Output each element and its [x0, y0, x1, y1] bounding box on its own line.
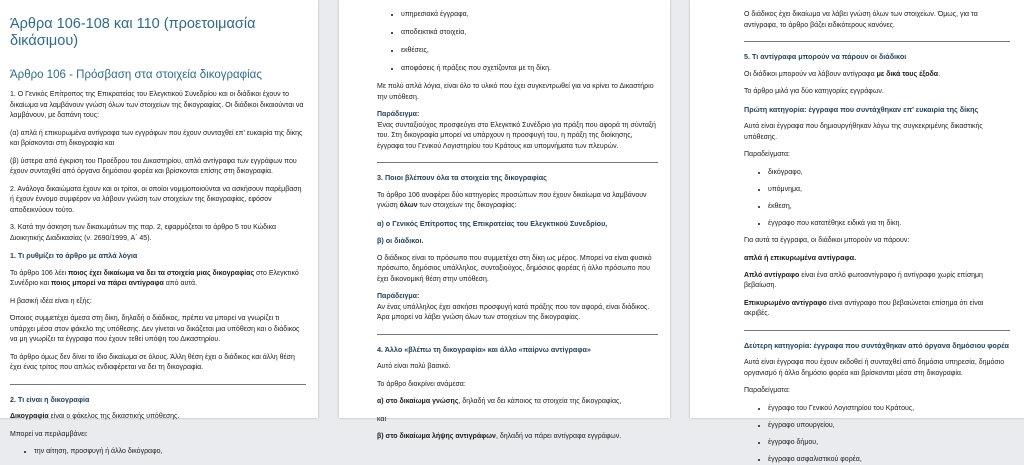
paragraph: 1. Ο Γενικός Επίτροπος της Επικρατείας του Ελεγκτικού Συνεδρίου και οι διάδικοι έχουν το δικαίωμα να λαμβάνουν γνώση όλων των στοιχείων της δικογραφίας. Οι διάδικοι δικαιούνται να λαμβάνουν, με δαπάνη τους:: [10, 91, 304, 119]
paragraph: α) στο δικαίωμα γνώσης, δηλαδή να δει κάποιος τα στοιχεία της δικογραφίας,: [377, 398, 622, 405]
paragraph: Παραδείγματα:: [744, 151, 790, 158]
list-item: • έγγραφο δήμου,: [768, 438, 1010, 448]
document-page-2: [339, 0, 670, 440]
paragraph: Δικογραφία είναι ο φάκελος της δικαστικής υπόθεσης.: [10, 413, 180, 420]
list-item: • δικόγραφο,: [768, 168, 1010, 178]
paragraph: και: [377, 415, 387, 423]
paragraph: Το άρθρο διακρίνει ανάμεσα:: [377, 380, 466, 388]
list-item: • έκθεση,: [768, 202, 1010, 212]
page-title: Άρθρα 106-108 και 110 (προετοιμασία δικάσιμου): [10, 16, 256, 49]
paragraph: Οι διάδικοι μπορούν να λάβουν αντίγραφα με δικά τους έξοδα.: [744, 70, 941, 78]
section-heading: 3. Ποιοι βλέπουν όλα τα στοιχεία της δικογραφίας: [377, 173, 547, 182]
bullet-list: [10, 447, 306, 457]
paragraph: Το άρθρο όμως δεν δίνει το ίδιο δικαίωμα σε όλους. Άλλη θέση έχει ο διάδικος και άλλη θέση έχει ένας τρίτος που απλώς ενδιαφέρεται να δει τη δικογραφία.: [10, 353, 295, 371]
paragraph: Για αυτά τα έγγραφα, οι διάδικοι μπορούν να πάρουν:: [744, 236, 910, 244]
list-item: • έγγραφο που κατατέθηκε ειδικά για τη δίκη.: [768, 219, 1010, 229]
paragraph: β) στο δικαίωμα λήψης αντιγράφων, δηλαδή να πάρει αντίγραφα εγγράφων.: [377, 433, 622, 440]
paragraph: Επικυρωμένο αντίγραφο είναι αντίγραφο που βεβαιώνεται επίσημα ότι είναι ακριβές.: [744, 299, 984, 317]
category-heading: Δεύτερη κατηγορία: έγγραφα που συντάχθηκαν από όργανα δημόσιου φορέα: [744, 340, 1009, 350]
paragraph: Αυτά είναι έγγραφα που έχουν εκδοθεί ή συνταχθεί από δημόσια υπηρεσία, δημόσιο οργανισμό ή άλλο δημόσιο φορέα και βρίσκονται μέσα στη δικογραφία.: [744, 359, 1005, 377]
list-item: • την αίτηση, προσφυγή ή άλλο δικόγραφο,: [34, 447, 306, 457]
paragraph: Η βασική ιδέα είναι η εξής:: [10, 297, 92, 305]
section-heading: 4. Άλλο «βλέπω τη δικογραφία» και άλλο «παίρνω αντίγραφα»: [377, 344, 591, 354]
paragraph: Αυτά είναι έγγραφα που δημιουργήθηκαν λόγω της συγκεκριμένης δικαστικής υπόθεσης.: [744, 123, 983, 141]
list-point: α) ο Γενικός Επίτροπος της Επικρατείας του Ελεγκτικού Συνεδρίου,: [377, 218, 608, 228]
list-item: • αποδεικτικά στοιχεία,: [401, 28, 658, 38]
paragraph: Με πολύ απλά λόγια, είναι όλο το υλικό που έχει συγκεντρωθεί για να κρίνει το Δικαστήριο την υπόθεση.: [377, 83, 654, 101]
paragraph: 2. Ανάλογα δικαιώματα έχουν και οι τρίτοι, οι οποίοι νομιμοποιούνται να ασκήσουν παρέμβαση ή έχουν έννομο συμφέρον να λάβουν γνώση των στοιχείων της δικογραφίας, εφόσον αποδεικνύουν τούτο.: [10, 185, 302, 214]
divider: [377, 334, 658, 335]
list-item: • αποφάσεις ή πράξεις που σχετίζονται με τη δίκη.: [401, 64, 658, 74]
list-item: • εκθέσεις,: [401, 46, 658, 56]
section-heading: 2. Τι είναι η δικογραφία: [10, 394, 90, 404]
list-item: • έγγραφο υπουργείου,: [768, 421, 1010, 431]
list-item: • έγγραφο του Γενικού Λογιστηρίου του Κράτους,: [768, 404, 1010, 414]
paragraph: Το άρθρο 106 λέει ποιος έχει δικαίωμα να δει τα στοιχεία μιας δικογραφίας στο Ελεγκτικό Συνέδριο και ποιος μπορεί να πάρει αντίγραφα από αυτά.: [10, 269, 299, 287]
list-point: β) οι διάδικοι.: [377, 236, 424, 245]
section-heading: 5. Τι αντίγραφα μπορούν να πάρουν οι διάδικοι: [744, 52, 907, 61]
list-point: απλά ή επικυρωμένα αντίγραφα.: [744, 253, 857, 262]
document-page-1: [0, 0, 318, 455]
category-heading: Πρώτη κατηγορία: έγγραφα που συντάχθηκαν επ' ευκαιρία της δίκης: [744, 104, 979, 114]
section-heading: 1. Τι ρυθμίζει το άρθρο με απλά λόγια: [10, 251, 138, 260]
article-subtitle: Άρθρο 106 - Πρόσβαση στα στοιχεία δικογραφίας: [10, 69, 262, 81]
paragraph: 3. Κατά την άσκηση των δικαιωμάτων της παρ. 2, εφαρμόζεται το άρθρο 5 του Κώδικα Διοικητικής Διαδικασίας (ν. 2690/1999, Α΄ 45).: [10, 224, 277, 242]
divider: [10, 384, 306, 385]
document-page-3: [690, 0, 1024, 463]
paragraph: (α) απλά ή επικυρωμένα αντίγραφα των εγγράφων που έχουν συνταχθεί επ' ευκαιρία της δίκης και βρίσκονται στη δικογραφία και: [10, 129, 303, 147]
paragraph: Απλό αντίγραφο είναι ένα απλό φωτοαντίγραφο ή αντίγραφο χωρίς επίσημη βεβαίωση.: [744, 271, 983, 289]
paragraph: Παραδείγματα:: [744, 387, 790, 394]
paragraph: Αυτό είναι πολύ βασικό.: [377, 363, 451, 370]
divider: [744, 330, 1010, 331]
bullet-list: [377, 10, 658, 74]
bullet-list: [744, 168, 1010, 229]
divider: [377, 162, 658, 163]
paragraph: Αν ένας υπάλληλος έχει ασκήσει προσφυγή κατά πράξης που τον αφορά, είναι διάδικος. Άρα μπορεί να λάβει γνώση όλων των στοιχείων της δικογραφίας.: [377, 303, 650, 321]
list-item: • έγγραφο ασφαλιστικού φορέα,: [768, 455, 1010, 465]
bullet-list: [744, 404, 1010, 465]
list-item: • υπηρεσιακά έγγραφα,: [401, 10, 658, 20]
paragraph: Ένας συνταξιούχος προσφεύγει στο Ελεγκτικό Συνέδριο για πράξη που αφορά τη σύνταξή του. Στη δικογραφία μπορεί να υπάρχουν η προσφυγή του, η πράξη της διοίκησης, έγγραφα του Γενικού Λογιστηρίου του Κράτους και υπομνήματα των πλευρών.: [377, 121, 656, 150]
list-item: • υπόμνημα,: [768, 185, 1010, 195]
paragraph: (β) ύστερα από έγκριση του Προέδρου του Δικαστηρίου, απλά αντίγραφα των εγγράφων που έχουν συνταχθεί από όργανα δημόσιου φορέα και βρίσκονται επίσης στη δικογραφία.: [10, 157, 297, 175]
paragraph: Ο διάδικος έχει δικαίωμα να λάβει γνώση όλων των στοιχείων. Όμως, για τα αντίγραφα, το άρθρο βάζει ειδικότερους κανόνες.: [744, 11, 978, 29]
paragraph: Ο διάδικος είναι το πρόσωπο που συμμετέχει στη δίκη ως μέρος. Μπορεί να είναι φυσικό πρόσωπο, δημόσιος υπάλληλος, συνταξιούχος, δημόσιος φορέας ή άλλο πρόσωπο που έχει δικονομική θέση στην υπόθεση.: [377, 254, 652, 283]
example-title: Παράδειγμα:: [377, 111, 420, 118]
divider: [744, 41, 1010, 42]
example-title: Παράδειγμα:: [377, 293, 420, 300]
paragraph: Το άρθρο μιλά για δύο κατηγορίες εγγράφων.: [744, 88, 884, 95]
paragraph: Μπορεί να περιλαμβάνει:: [10, 430, 88, 438]
paragraph: Όποιος συμμετέχει άμεσα στη δίκη, δηλαδή ο διάδικος, πρέπει να μπορεί να γνωρίζει τι υπάρχει μέσα στον φάκελο της υπόθεσης. Δεν γίνεται να δικάζεται μια υπόθεση και ο διάδικος να μη γνωρίζει τα έγγραφα που έχουν τεθεί υπόψη του Δικαστηρίου.: [10, 315, 300, 343]
paragraph: Το άρθρο 106 αναφέρει δύο κατηγορίες προσώπων που έχουν δικαίωμα να λαμβάνουν γνώση όλων των στοιχείων της δικογραφίας:: [377, 191, 647, 209]
